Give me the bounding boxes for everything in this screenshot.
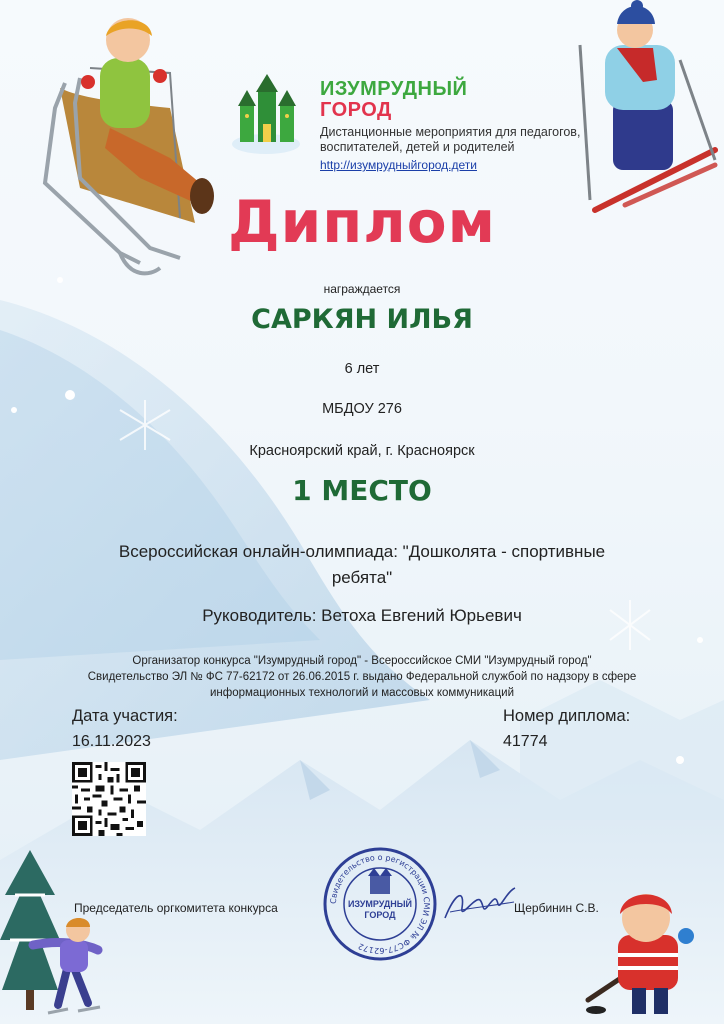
- event-title-line1: Всероссийская онлайн-олимпиада: "Дошколята - спортивные: [118, 542, 606, 561]
- hockey-boy-icon: [578, 880, 724, 1024]
- participation-date-label: Дата участия:: [72, 707, 178, 725]
- diploma-number-label: Номер диплома:: [503, 707, 631, 725]
- logo-tagline-1: Дистанционные мероприятия для педагогов,: [320, 125, 581, 139]
- location: Красноярский край, г. Красноярск: [249, 443, 475, 459]
- recipient-name: САРКЯН ИЛЬЯ: [251, 304, 473, 335]
- logo-text-line2: ГОРОД: [320, 99, 392, 121]
- institution: МБДОУ 276: [322, 401, 402, 417]
- organizer-line2: Свидетельство ЭЛ № ФС 77-62172 от 26.06.2015 г. выдано Федеральной службой по надзору в сфере: [87, 671, 637, 683]
- organizer-line3: информационных технологий и массовых коммуникаций: [209, 687, 515, 699]
- qr-code-icon[interactable]: [72, 762, 146, 836]
- logo-tagline-2: воспитателей, детей и родителей: [320, 140, 515, 154]
- stamp-center-text-1: ИЗУМРУДНЫЙ: [347, 899, 413, 909]
- diploma-number-value: 41774: [503, 733, 548, 750]
- castle-icon: [228, 72, 306, 156]
- supervisor: Руководитель: Ветоха Евгений Юрьевич: [202, 606, 522, 625]
- place-award: 1 МЕСТО: [292, 474, 432, 507]
- skier-boy-icon: [565, 0, 724, 220]
- event-title-line2: ребята": [331, 568, 393, 587]
- chairman-label: Председатель оргкомитета конкурса: [74, 901, 278, 915]
- official-stamp: [322, 846, 438, 962]
- stamp-ring-text: Свидетельство о регистрации СМИ ЭЛ № ФС77-62172: [328, 852, 432, 956]
- signature-icon: [440, 878, 520, 928]
- awarded-label: награждается: [323, 282, 401, 296]
- skater-girl-icon: [28, 915, 138, 1020]
- stamp-center-text-2: ГОРОД: [364, 910, 396, 920]
- signature-name: Щербинин С.В.: [514, 901, 599, 915]
- diploma-title: Диплом: [227, 188, 497, 256]
- recipient-age: 6 лет: [344, 361, 380, 377]
- logo-website-link[interactable]: http://изумрудныйгород.дети: [320, 158, 477, 172]
- participation-date-value: 16.11.2023: [72, 733, 151, 750]
- logo-text-line1: ИЗУМРУДНЫЙ: [320, 78, 468, 100]
- organizer-line1: Организатор конкурса "Изумрудный город" - Всероссийское СМИ "Изумрудный город": [132, 655, 592, 667]
